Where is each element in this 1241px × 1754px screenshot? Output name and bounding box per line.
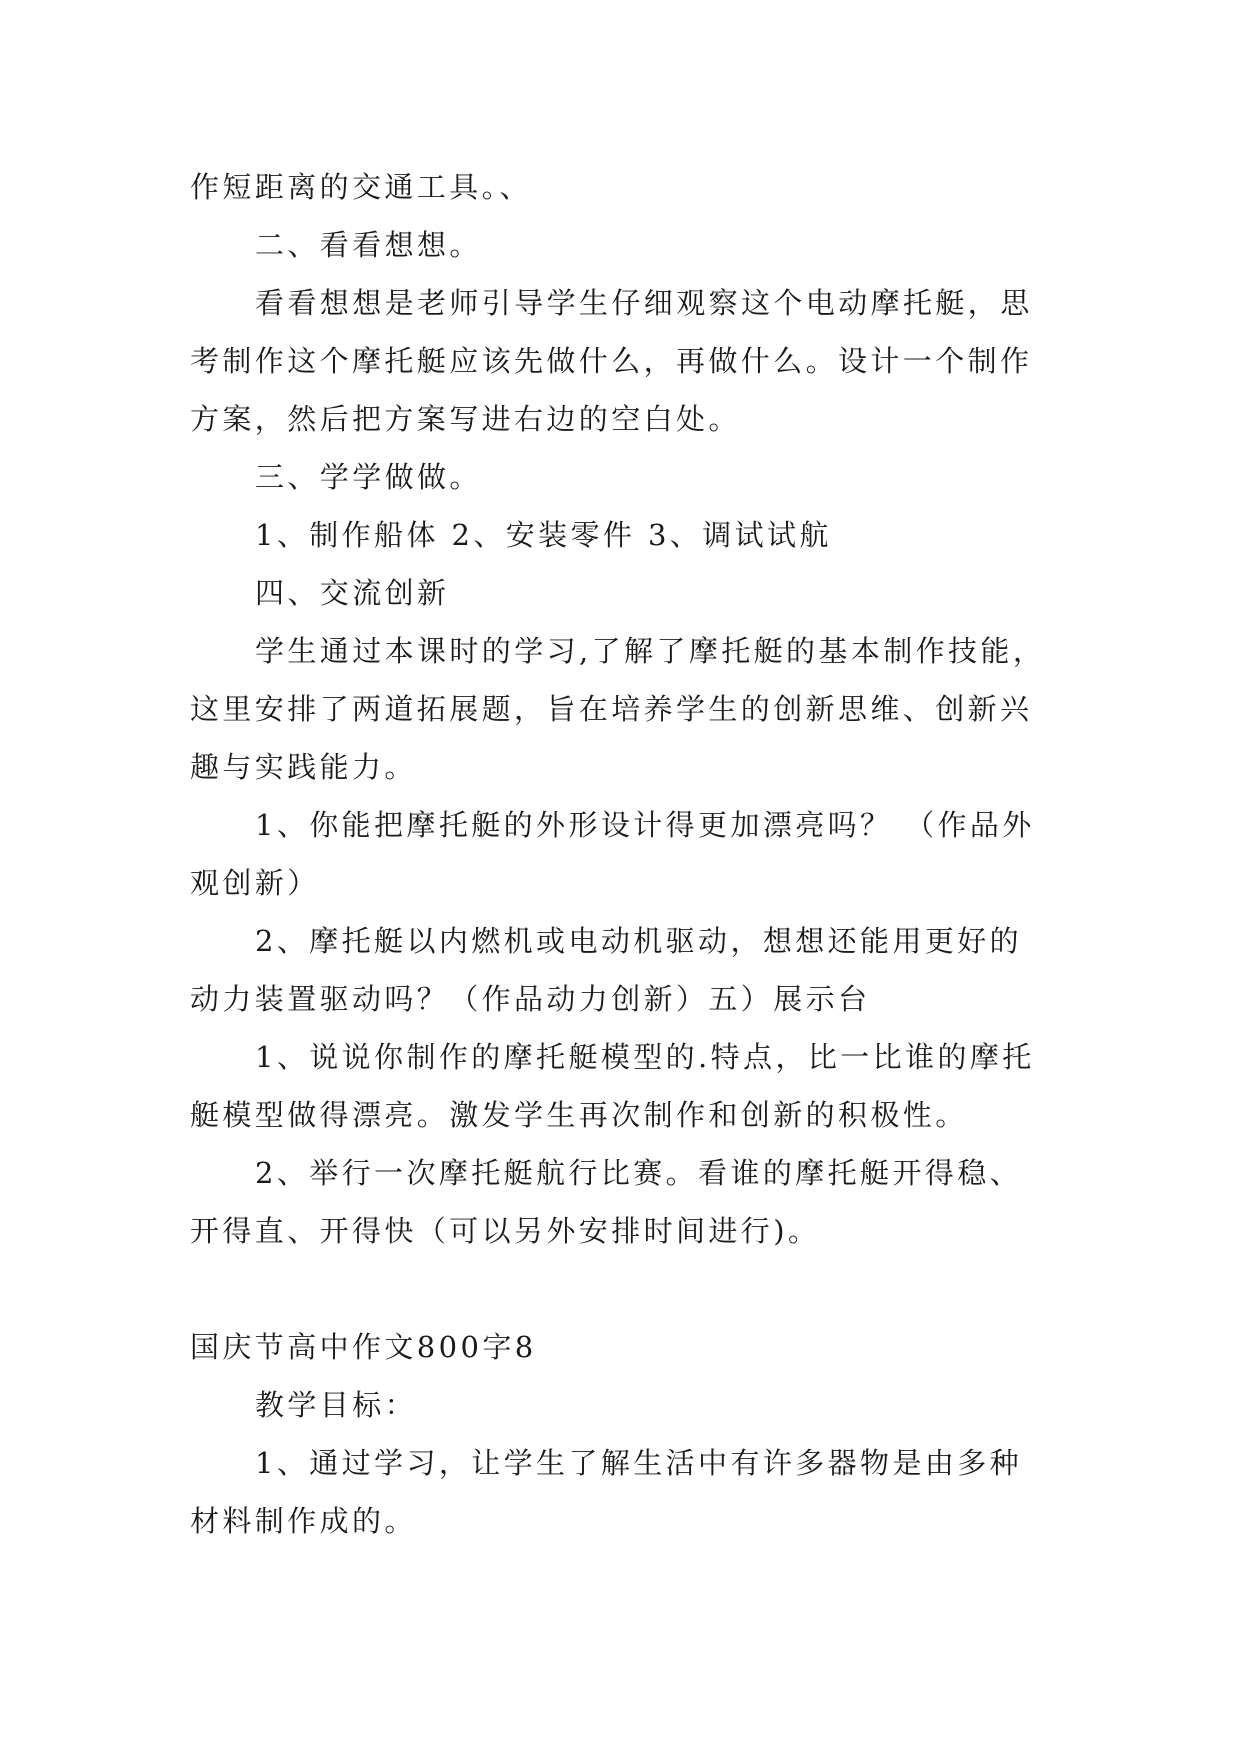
- section-heading: 四、交流创新: [255, 576, 450, 610]
- paragraph-line: 1、你能把摩托艇的外形设计得更加漂亮吗？ （作品外: [255, 808, 1035, 842]
- section-heading: 教学目标：: [255, 1388, 418, 1422]
- section-heading: 二、看看想想。: [255, 228, 482, 262]
- paragraph-line: 材料制作成的。: [190, 1504, 417, 1538]
- document-title: 国庆节高中作文800字8: [190, 1330, 537, 1364]
- paragraph-line: 艇模型做得漂亮。激发学生再次制作和创新的积极性。: [190, 1098, 968, 1132]
- blank-line: [190, 1260, 1050, 1318]
- paragraph-line: 2、摩托艇以内燃机或电动机驱动，想想还能用更好的: [255, 924, 1023, 958]
- section-heading: 三、学学做做。: [255, 460, 482, 494]
- paragraph-line: 2、举行一次摩托艇航行比赛。看谁的摩托艇开得稳、: [255, 1156, 1023, 1190]
- paragraph-line: 看看想想是老师引导学生仔细观察这个电动摩托艇，思: [255, 286, 1033, 320]
- paragraph-line: 考制作这个摩托艇应该先做什么，再做什么。设计一个制作: [190, 344, 1033, 378]
- paragraph-line: 1、说说你制作的摩托艇模型的.特点，比一比谁的摩托: [255, 1040, 1035, 1074]
- paragraph-line: 趣与实践能力。: [190, 750, 417, 784]
- document-body: [190, 158, 1050, 1550]
- paragraph-line: 动力装置驱动吗？（作品动力创新）五）展示台: [190, 982, 871, 1016]
- paragraph-line: 观创新）: [190, 866, 320, 900]
- paragraph-line: 这里安排了两道拓展题，旨在培养学生的创新思维、创新兴: [190, 692, 1033, 726]
- paragraph-line: 作短距离的交通工具。、: [190, 170, 532, 204]
- paragraph-line: 1、制作船体 2、安装零件 3、调试试航: [255, 518, 832, 552]
- paragraph-line: 方案，然后把方案写进右边的空白处。: [190, 402, 741, 436]
- paragraph-line: 学生通过本课时的学习,了解了摩托艇的基本制作技能，: [255, 634, 1046, 668]
- paragraph-line: 开得直、开得快（可以另外安排时间进行)。: [190, 1214, 821, 1248]
- paragraph-line: 1、通过学习，让学生了解生活中有许多器物是由多种: [255, 1446, 1023, 1480]
